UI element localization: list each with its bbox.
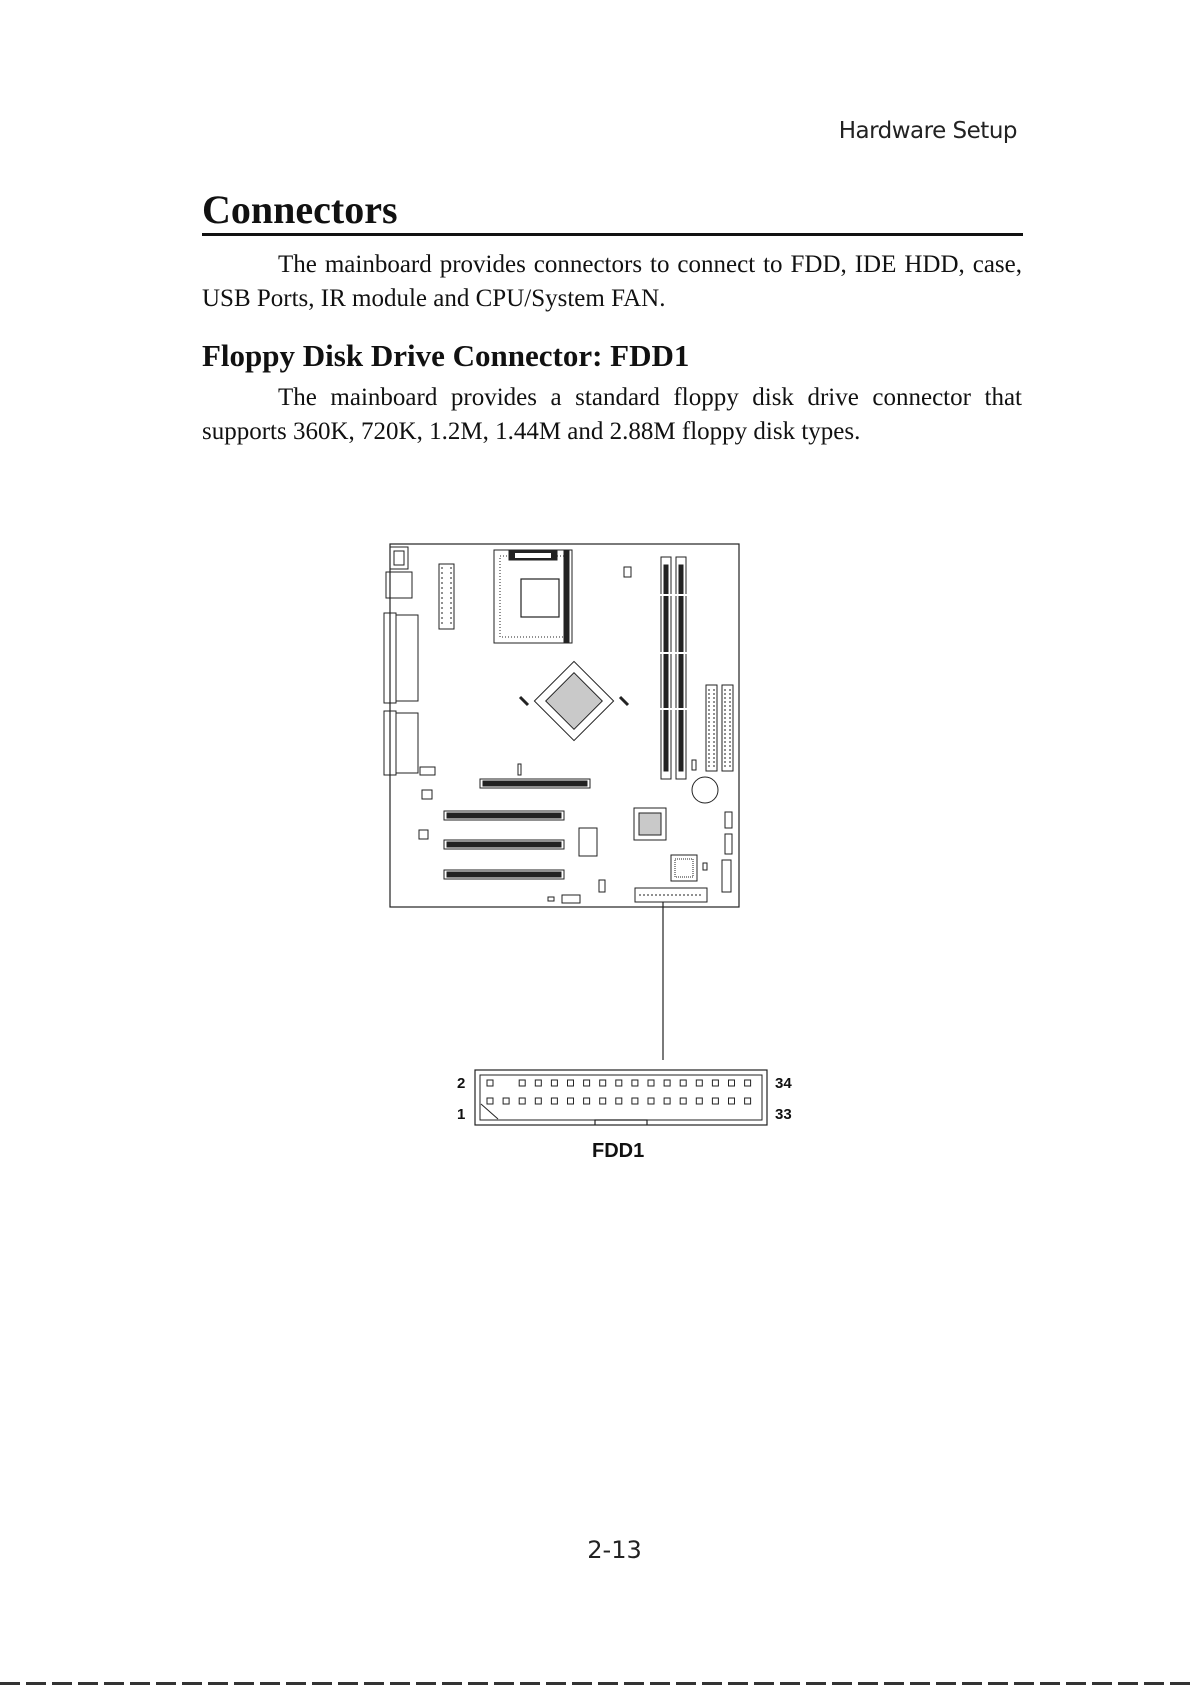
pin-grid	[487, 1080, 751, 1104]
audio-codec	[579, 828, 597, 856]
fdd-description-text: The mainboard provides a standard floppy disk drive connector that supports 360K, 720K, 1.2M, 1.44M and 2.88M floppy disk types.	[202, 384, 1022, 445]
fdd-pin	[551, 1080, 557, 1086]
intro-text: The mainboard provides connectors to connect to FDD, IDE HDD, case, USB Ports, IR module and CPU/System FAN.	[202, 251, 1022, 312]
serial-port	[396, 713, 418, 773]
bios-chip	[562, 895, 580, 903]
fdd-pin	[584, 1098, 590, 1104]
fdd-subsection-title: Floppy Disk Drive Connector: FDD1	[202, 338, 690, 373]
ide2-connector	[722, 685, 733, 771]
fdd-pin	[632, 1098, 638, 1104]
title-rule	[202, 233, 1023, 236]
fdd-description	[202, 381, 1022, 449]
fdd-pin	[519, 1080, 525, 1086]
running-header: Hardware Setup	[838, 118, 1017, 144]
pin-label-1: 1	[457, 1106, 466, 1123]
front-panel-header-3	[722, 860, 731, 892]
front-panel-header-1	[725, 812, 732, 828]
motherboard-diagram	[380, 535, 810, 1170]
fdd-pin	[616, 1098, 622, 1104]
jumper	[419, 830, 428, 839]
pin-label-34: 34	[775, 1075, 792, 1092]
fdd-pin	[680, 1080, 686, 1086]
section-title: Connectors	[202, 187, 398, 232]
fdd-pin	[648, 1098, 654, 1104]
fdd-pin	[568, 1098, 574, 1104]
fdd-pin	[696, 1098, 702, 1104]
fdd-pin	[600, 1098, 606, 1104]
cmos-battery	[692, 777, 718, 803]
page-number: 2-13	[587, 1536, 642, 1564]
fdd-pin	[729, 1098, 735, 1104]
fdd-pin	[487, 1098, 493, 1104]
fdd-pin	[535, 1098, 541, 1104]
fdd-pin	[616, 1080, 622, 1086]
fdd-pin	[745, 1098, 751, 1104]
intro-paragraph	[202, 248, 1022, 316]
fdd-pin	[712, 1098, 718, 1104]
fdd-pin	[519, 1098, 525, 1104]
fdd-pin	[712, 1080, 718, 1086]
fdd-pin	[729, 1080, 735, 1086]
pin-label-2: 2	[457, 1075, 466, 1092]
fdd-pin	[696, 1080, 702, 1086]
fdd-caption: FDD1	[592, 1140, 645, 1162]
cd-in-header	[420, 767, 435, 775]
fdd-pin	[664, 1080, 670, 1086]
fdd-pin	[535, 1080, 541, 1086]
front-panel-header-2	[725, 834, 732, 854]
fan-header	[624, 567, 631, 577]
fdd-pin	[568, 1080, 574, 1086]
motherboard-figure	[380, 535, 810, 1170]
fdd-pin	[551, 1098, 557, 1104]
aux-header	[422, 790, 432, 799]
parallel-port	[396, 615, 418, 701]
pin-label-33: 33	[775, 1106, 792, 1123]
fdd-pin	[680, 1098, 686, 1104]
fdd-pin	[664, 1098, 670, 1104]
ps2-ports	[390, 547, 408, 569]
jumper-2	[599, 880, 605, 892]
fdd-pin	[632, 1080, 638, 1086]
atx-power-connector	[439, 564, 454, 629]
fdd-pin	[600, 1080, 606, 1086]
fdd-pin	[745, 1080, 751, 1086]
ide1-connector	[706, 685, 717, 771]
fdd-pin	[487, 1080, 493, 1086]
fdd-pin	[503, 1098, 509, 1104]
fdd-pin	[648, 1080, 654, 1086]
fdd-pin	[584, 1080, 590, 1086]
